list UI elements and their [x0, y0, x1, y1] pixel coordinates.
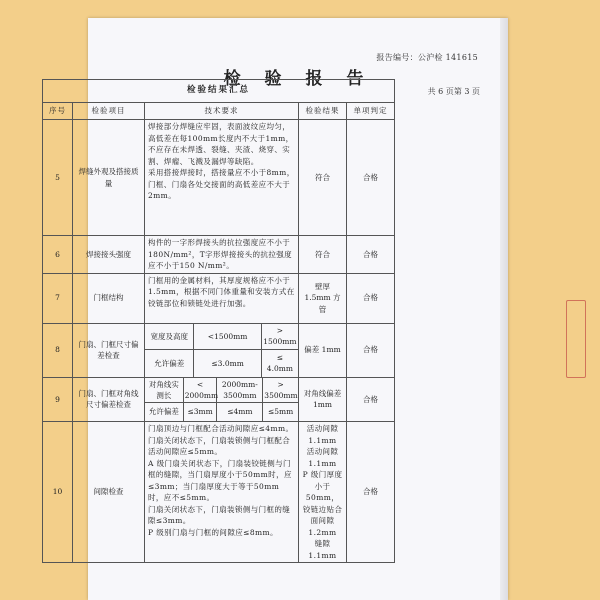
subtable-cell: > 3500mm — [263, 378, 298, 403]
results-table — [42, 79, 395, 563]
subtable-cell: ≤5mm — [263, 402, 298, 421]
subtable-cell: > 1500mm — [261, 324, 298, 350]
subtable-cell: ≤4mm — [217, 402, 263, 421]
inspection-result: 对角线偏差 1mm — [299, 377, 347, 422]
inspection-result: 活动间隙 1.1mm 活动间隙 1.1mm P 级门厚度小于 50mm，铰链边贴合面间隙 1.2mm 缝隙 1.1mm — [299, 422, 347, 563]
page-indicator: 共 6 页第 3 页 — [427, 87, 480, 96]
row-number: 8 — [43, 323, 73, 377]
subtable-cell: 允许偏差 — [145, 402, 183, 421]
verdict: 合格 — [347, 236, 395, 274]
table-header-row — [43, 103, 395, 120]
subtable-cell: 对角线实测长 — [145, 378, 183, 403]
inspection-result: 壁厚 1.5mm 方管 — [299, 273, 347, 323]
inspection-item: 门扇、门框对角线尺寸偏差检查 — [73, 377, 145, 422]
report-title: 检 验 报 告 — [223, 69, 373, 89]
inspection-result: 符合 — [299, 236, 347, 274]
subtable-cell: ≤ 4.0mm — [261, 350, 298, 377]
row-number: 10 — [43, 422, 73, 563]
table-row — [43, 377, 395, 422]
subtable-cell: ≤3mm — [183, 402, 217, 421]
table-row — [43, 323, 395, 377]
inspection-item: 间隙检查 — [73, 422, 145, 563]
row-number: 6 — [43, 236, 73, 274]
size-deviation-subtable — [145, 323, 299, 377]
table-row — [43, 422, 395, 563]
verdict: 合格 — [347, 377, 395, 422]
verdict: 合格 — [347, 273, 395, 323]
verdict: 合格 — [347, 422, 395, 563]
inspection-item: 焊缝外观及搭接质量 — [73, 120, 145, 236]
technical-requirement: 构件的一字形焊接头的抗拉强度应不小于180N/mm²，T字形焊接接头的抗拉强度应不小于150 N/mm²。 — [145, 236, 299, 274]
inspection-result: 偏差 1mm — [299, 323, 347, 377]
subtable-cell: 2000mm-3500mm — [217, 378, 263, 403]
header-cell: 序号 — [43, 103, 73, 120]
header-cell: 单项判定 — [347, 103, 395, 120]
subtable-cell: ≤3.0mm — [194, 350, 261, 377]
table-row — [43, 236, 395, 274]
row-number: 5 — [43, 120, 73, 236]
table-row — [43, 120, 395, 236]
row-number: 9 — [43, 377, 73, 422]
page-edge — [500, 18, 508, 600]
verdict: 合格 — [347, 120, 395, 236]
header-cell: 检验项目 — [73, 103, 145, 120]
table-row — [43, 273, 395, 323]
inspection-item: 焊接接头强度 — [73, 236, 145, 274]
technical-requirement: 焊接部分焊缝应牢固，表面波纹应均匀，高低差在每100mm长度内不大于1mm，不应存在未焊透、裂缝、夹渣、烧穿、实割、焊瘤、飞溅及漏焊等缺陷。 采用搭接焊接时，搭接量应不小于8mm，门框、门扇各处交接面的高低差应不大于2mm。 — [145, 120, 299, 236]
side-stamp — [566, 300, 586, 378]
subtable-cell: <1500mm — [194, 324, 261, 350]
inspection-item: 门框结构 — [73, 273, 145, 323]
inspection-result: 符合 — [299, 120, 347, 236]
technical-requirement: 门框用的金属材料，其厚度规格应不小于1.5mm，根据不同门体重量和安装方式在铰链部位和锁链处进行加强。 — [145, 273, 299, 323]
technical-requirement: 门扇顶边与门框配合活动间隙应≤4mm。 门扇关闭状态下，门扇装锁侧与门框配合活动间隙应≤5mm。 A 级门扇关闭状态下，门扇装铰链侧与门框的缝隙，当门扇厚度小于50mm时，应≤3mm；当门扇厚度大于等于50mm时，应不≤5mm。 门扇关闭状态下，门扇装锁侧与门框的缝隙≤3mm。 P 级别门扇与门框的间隙应≤8mm。 — [145, 422, 299, 563]
diagonal-deviation-subtable — [145, 377, 299, 422]
subtable-cell: 允许偏差 — [145, 350, 194, 377]
subtable-cell: 宽度及高度 — [145, 324, 194, 350]
report-number: 报告编号：公沪检 141615 — [376, 53, 478, 62]
verdict: 合格 — [347, 323, 395, 377]
header-cell: 技术要求 — [145, 103, 299, 120]
subtable-cell: < 2000mm — [183, 378, 217, 403]
inspection-item: 门扇、门框尺寸偏差检查 — [73, 323, 145, 377]
row-number: 7 — [43, 273, 73, 323]
header-cell: 检验结果 — [299, 103, 347, 120]
summary-title: 检验结果汇总 — [43, 80, 395, 103]
